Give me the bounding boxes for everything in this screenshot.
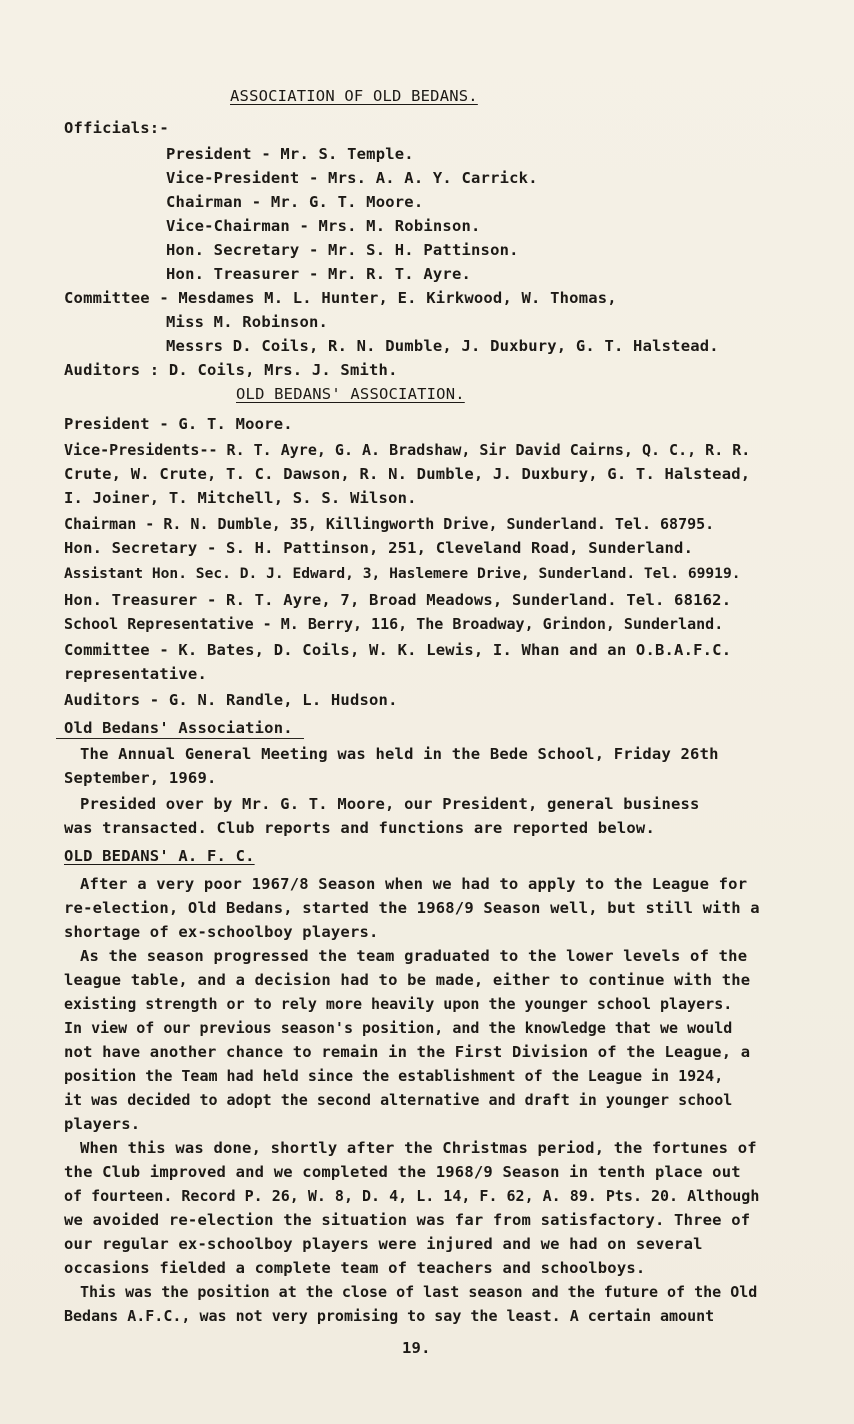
afc-line: In view of our previous season's position, and the knowledge that we would [64, 1019, 733, 1037]
oba-line: President - G. T. Moore. [64, 415, 293, 433]
afc-line: After a very poor 1967/8 Season when we had to apply to the League for [80, 875, 748, 893]
oba-line: Crute, W. Crute, T. C. Dawson, R. N. Dumble, J. Duxbury, G. T. Halstead, [64, 465, 751, 483]
afc-line: league table, and a decision had to be made, either to continue with the [64, 971, 751, 989]
heading-rule [56, 738, 304, 739]
afc-line: of fourteen. Record P. 26, W. 8, D. 4, L. 14, F. 62, A. 89. Pts. 20. Although [64, 1187, 760, 1205]
title-old-bedans-association: OLD BEDANS' ASSOCIATION. [236, 385, 465, 403]
agm-line: The Annual General Meeting was held in the Bede School, Friday 26th [80, 745, 719, 763]
oba-line: Chairman - R. N. Dumble, 35, Killingworth Drive, Sunderland. Tel. 68795. [64, 515, 715, 533]
oba-line: Hon. Treasurer - R. T. Ayre, 7, Broad Meadows, Sunderland. Tel. 68162. [64, 591, 732, 609]
afc-line: shortage of ex-schoolboy players. [64, 923, 379, 941]
afc-line: existing strength or to rely more heavily upon the younger school players. [64, 995, 733, 1013]
committee-line: Committee - Mesdames M. L. Hunter, E. Kirkwood, W. Thomas, [64, 289, 617, 307]
oba-line: School Representative - M. Berry, 116, The Broadway, Grindon, Sunderland. [64, 615, 724, 633]
afc-line: re-election, Old Bedans, started the 1968/9 Season well, but still with a [64, 899, 760, 917]
afc-line: not have another chance to remain in the First Division of the League, a [64, 1043, 751, 1061]
afc-line: Bedans A.F.C., was not very promising to say the least. A certain amount [64, 1307, 715, 1325]
oba-line: Hon. Secretary - S. H. Pattinson, 251, Cleveland Road, Sunderland. [64, 539, 694, 557]
official-line: Vice-Chairman - Mrs. M. Robinson. [166, 217, 481, 235]
official-line: President - Mr. S. Temple. [166, 145, 414, 163]
afc-line: occasions fielded a complete team of teachers and schoolboys. [64, 1259, 646, 1277]
auditors-line: Auditors : D. Coils, Mrs. J. Smith. [64, 361, 398, 379]
agm-line: September, 1969. [64, 769, 217, 787]
oba-line: Committee - K. Bates, D. Coils, W. K. Lewis, I. Whan and an O.B.A.F.C. [64, 641, 732, 659]
official-line: Vice-President - Mrs. A. A. Y. Carrick. [166, 169, 538, 187]
afc-line: it was decided to adopt the second alternative and draft in younger school [64, 1091, 733, 1109]
official-line: Chairman - Mr. G. T. Moore. [166, 193, 424, 211]
official-line: Hon. Treasurer - Mr. R. T. Ayre. [166, 265, 472, 283]
oba-line: Auditors - G. N. Randle, L. Hudson. [64, 691, 398, 709]
afc-line: This was the position at the close of last season and the future of the Old [80, 1283, 758, 1301]
committee-line: Messrs D. Coils, R. N. Dumble, J. Duxbury, G. T. Halstead. [166, 337, 719, 355]
afc-line: When this was done, shortly after the Christmas period, the fortunes of [80, 1139, 757, 1157]
afc-line: we avoided re-election the situation was far from satisfactory. Three of [64, 1211, 751, 1229]
oba-line: Vice-Presidents-- R. T. Ayre, G. A. Bradshaw, Sir David Cairns, Q. C., R. R. [64, 441, 751, 459]
heading-old-bedans-association: Old Bedans' Association. [64, 719, 293, 737]
page-number: 19. [402, 1339, 431, 1357]
oba-line: representative. [64, 665, 207, 683]
agm-line: Presided over by Mr. G. T. Moore, our President, general business [80, 795, 700, 813]
official-line: Hon. Secretary - Mr. S. H. Pattinson. [166, 241, 519, 259]
officials-heading: Officials:- [64, 119, 169, 137]
oba-line: Assistant Hon. Sec. D. J. Edward, 3, Haslemere Drive, Sunderland. Tel. 69919. [64, 565, 741, 582]
afc-line: position the Team had held since the establishment of the League in 1924, [64, 1067, 724, 1085]
afc-line: the Club improved and we completed the 1968/9 Season in tenth place out [64, 1163, 741, 1181]
heading-old-bedans-afc: OLD BEDANS' A. F. C. [64, 847, 255, 865]
afc-line: our regular ex-schoolboy players were injured and we had on several [64, 1235, 703, 1253]
agm-line: was transacted. Club reports and functions are reported below. [64, 819, 655, 837]
committee-line: Miss M. Robinson. [166, 313, 329, 331]
afc-line: As the season progressed the team graduated to the lower levels of the [80, 947, 748, 965]
oba-line: I. Joiner, T. Mitchell, S. S. Wilson. [64, 489, 417, 507]
afc-line: players. [64, 1115, 141, 1133]
title-association-of-old-bedans: ASSOCIATION OF OLD BEDANS. [230, 87, 478, 105]
